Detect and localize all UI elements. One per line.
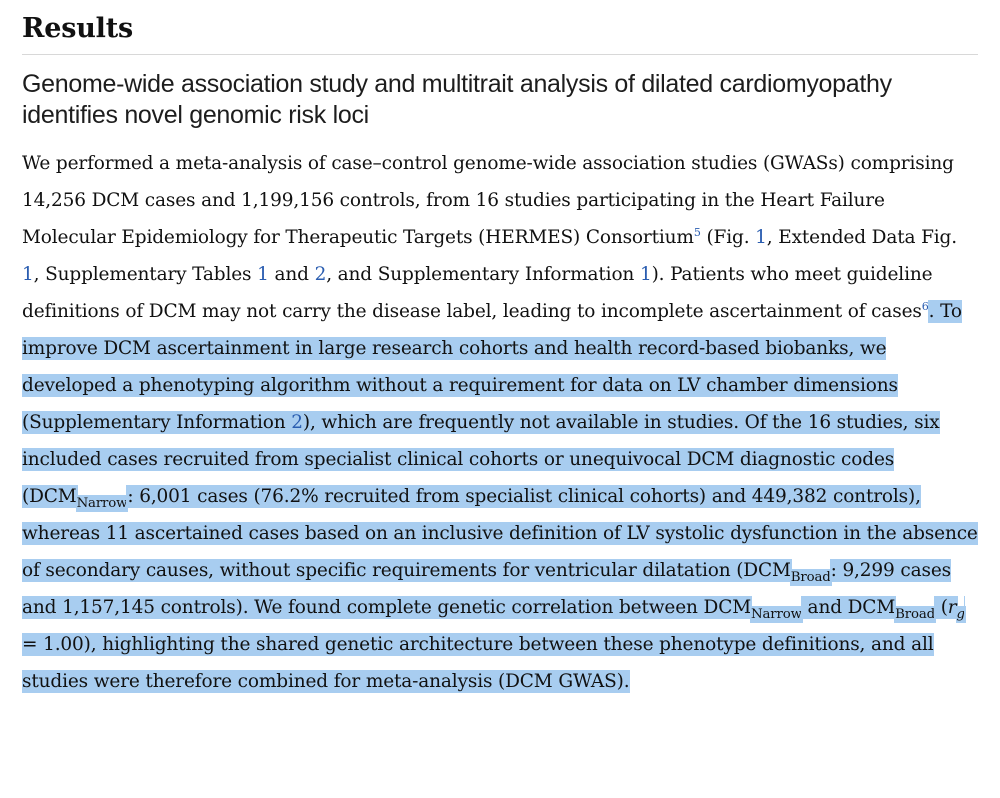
subscript-broad-1: Broad [790, 569, 831, 585]
highlighted-text-4: : 9,299 cases and 1,157,145 controls). We found complete genetic correlation between DCM [22, 560, 951, 618]
subscript-narrow-2: Narrow [751, 606, 802, 622]
citation-link-5[interactable]: 5 [693, 225, 701, 239]
highlighted-text-6: ( [934, 597, 948, 618]
citation-6-sup [922, 296, 929, 314]
highlighted-text-3: : 6,001 cases (76.2% recruited from specialist clinical cohorts) and 449,382 controls), whereas 11 ascertained cases based on an inclusive definition of LV systolic dysfunction in the absence of secondary causes, without specific requirements for ventricular dilatation (DCM [22, 486, 978, 581]
paragraph-text-6: , and Supplementary Information [326, 264, 640, 285]
paragraph-text-1: We performed a meta-analysis of case–control genome-wide association studies (GWASs) comprising 14,256 DCM cases and 1,199,156 controls, from 16 studies participating in the Heart Failure Molecular Epidemiology for Therapeutic Targets (HERMES) Consortium [22, 153, 954, 248]
supplementary-information-link-2[interactable]: 2 [291, 412, 303, 433]
heading-divider [22, 54, 978, 55]
variable-r: r [947, 597, 957, 618]
subscript-broad-2: Broad [895, 606, 935, 622]
supplementary-table-link-1[interactable]: 1 [257, 264, 269, 285]
highlighted-text-7: = 1.00), highlighting the shared genetic architecture between these phenotype definitions, and all studies were therefore combined for meta-analysis (DCM GWAS). [22, 634, 934, 692]
extended-data-figure-link-1[interactable]: 1 [22, 264, 34, 285]
paragraph-text-5: and [268, 264, 315, 285]
results-paragraph [22, 145, 978, 700]
highlighted-text-5: and DCM [801, 597, 896, 618]
paragraph-text-4: , Supplementary Tables [33, 264, 258, 285]
paragraph-text-3: , Extended Data Fig. [766, 227, 957, 248]
supplementary-information-link-1[interactable]: 1 [639, 264, 652, 285]
section-heading: Results [22, 13, 133, 44]
highlighted-text-1: . To improve DCM ascertainment in large research cohorts and health record-based biobanks, we developed a phenotyping algorithm without a requirement for data on LV chamber dimensions (Supplementary Information [22, 301, 962, 433]
subscript-narrow-1: Narrow [76, 495, 128, 511]
highlighted-text-2: ), which are frequently not available in studies. Of the 16 studies, six included cases recruited from specialist clinical cohorts or unequivocal DCM diagnostic codes (DCM [22, 412, 940, 507]
paragraph-text-7: ). Patients who meet guideline definitions of DCM may not carry the disease label, leading to incomplete ascertainment of cases [22, 264, 933, 322]
article-title: Genome-wide association study and multitrait analysis of dilated cardiomyopathy identifies novel genomic risk loci [22, 70, 892, 129]
subscript-g: g [956, 606, 965, 622]
citation-5-sup [694, 222, 701, 240]
supplementary-table-link-2[interactable]: 2 [314, 264, 327, 285]
paragraph-text-2: (Fig. [700, 227, 756, 248]
citation-link-6[interactable]: 6 [921, 299, 929, 313]
figure-link-1[interactable]: 1 [755, 227, 767, 248]
